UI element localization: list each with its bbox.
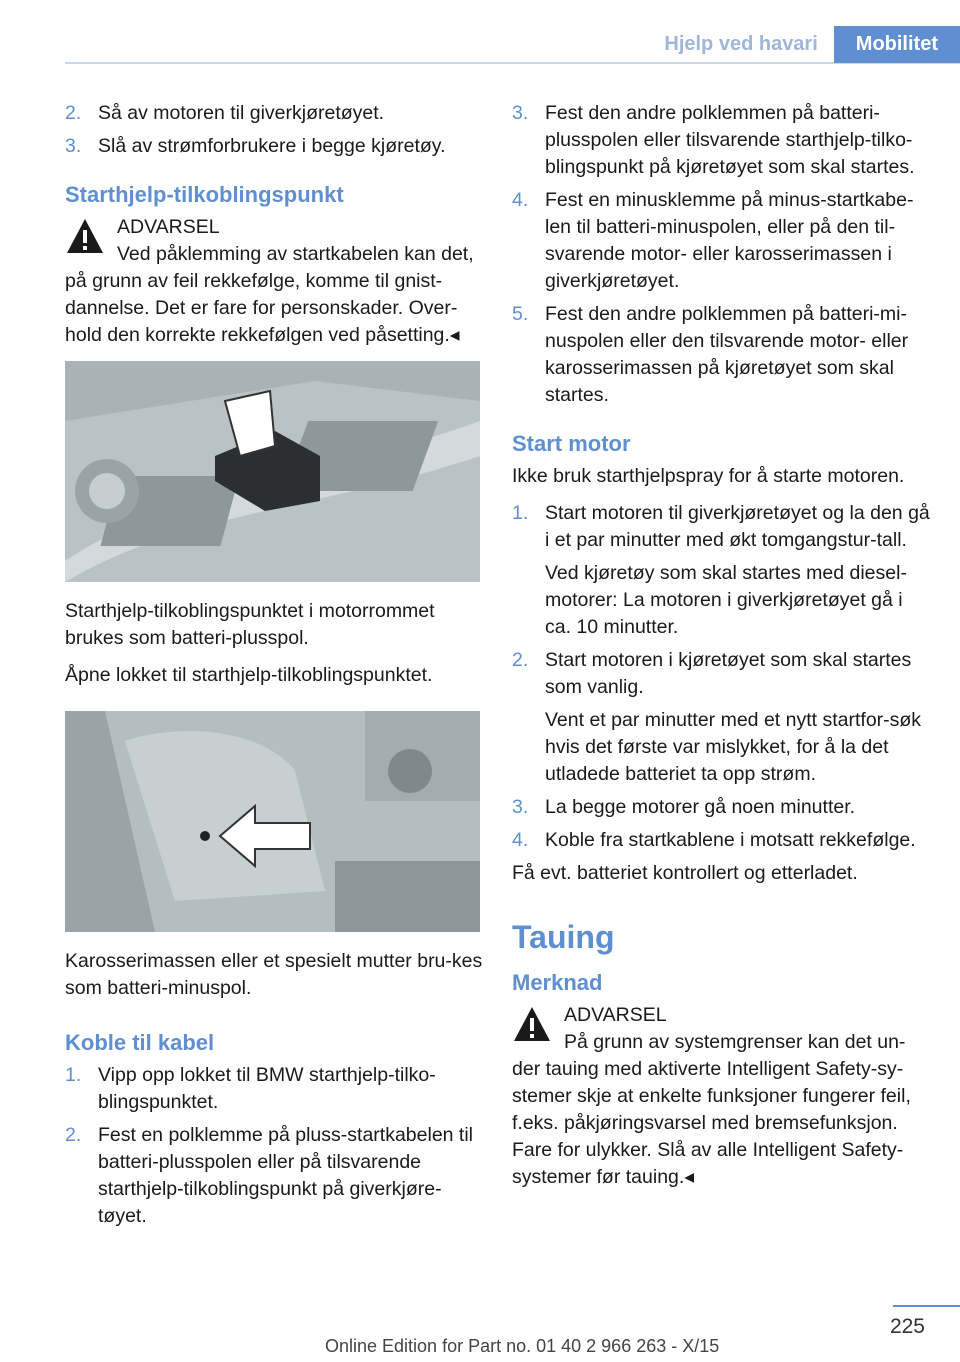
- engine-photo-connection-point: [65, 361, 480, 582]
- page-header: [648, 26, 960, 63]
- list-sub-paragraph: Vent et par minutter med et nytt startfor-søk hvis det første var mislykket, for å la det utladede batteriet ta opp strøm.: [545, 709, 922, 785]
- list-item: 1. Vipp opp lokket til BMW starthjelp-tilko-blingspunktet.: [65, 1064, 436, 1113]
- section-tab: Hjelp ved havari: [664, 33, 818, 55]
- page-number: 225: [889, 1315, 925, 1338]
- list-item: 3. Fest den andre polklemmen på batteri-plusspolen eller tilsvarende starthjelp-tilko-blingspunkt på kjøretøyet som skal startes.: [512, 102, 915, 178]
- warning-text: På grunn av systemgrenser kan det un-der tauing med aktiverte Intelligent Safety-sy-stemer skje at enkelte funksjoner fungerer feil, f.eks. påkjøringsvarsel med bremsefunksjon. Fare for ulykker. Slå av alle Intelligent Safety-systemer før tauing.◂: [512, 1031, 911, 1188]
- section-heading: Koble til kabel: [65, 1030, 215, 1055]
- paragraph: Ikke bruk starthjelpspray for å starte motoren.: [512, 465, 905, 487]
- list-item: 2. Fest en polklemme på pluss-startkabelen til batteri-plusspolen eller på tilsvarende starthjelp-tilkoblingspunkt på giverkjøre-tøyet.: [65, 1124, 474, 1227]
- warning-title: ADVARSEL: [564, 1004, 667, 1026]
- footer-rule: [893, 1305, 960, 1307]
- warning-block: [512, 1002, 932, 1191]
- engine-photo-ground-point: [65, 711, 480, 932]
- list-item: 2. Så av motoren til giverkjøretøyet.: [65, 102, 385, 124]
- chapter-tab: Mobilitet: [834, 26, 960, 63]
- list-item: 5. Fest den andre polklemmen på batteri-mi-nuspolen eller den tilsvarende motor- eller karosserimassen på kjøretøyet som skal startes.: [512, 303, 909, 406]
- section-heading: Start motor: [512, 431, 631, 456]
- list-item: 3. La begge motorer gå noen minutter.: [512, 796, 856, 818]
- paragraph: Få evt. batteriet kontrollert og etterladet.: [512, 862, 858, 884]
- warning-title: ADVARSEL: [117, 216, 220, 238]
- caption: Starthjelp-tilkoblingspunktet i motorrommet brukes som batteri-plusspol.: [65, 600, 435, 649]
- list-item: 4. Fest en minusklemme på minus-startkabe-len til batteri-minuspolen, eller på den til-svarende motor- eller karosserimassen i giverkjøretøyet.: [512, 189, 914, 292]
- warning-text: Ved påklemming av startkabelen kan det, på grunn av feil rekkefølge, komme til gnist-dannelse. Det er fare for personskader. Over-hold den korrekte rekkefølgen ved påsetting.◂: [65, 243, 474, 346]
- warning-block: [65, 214, 485, 349]
- caption: Karosserimassen eller et spesielt mutter bru-kes som batteri-minuspol.: [65, 950, 483, 999]
- chapter-title: Tauing: [512, 919, 615, 955]
- list-item: 4. Koble fra startkablene i motsatt rekkefølge.: [512, 829, 916, 851]
- edition-line: Online Edition for Part no. 01 40 2 966 263 - X/15: [325, 1336, 720, 1356]
- left-column: [65, 100, 485, 1236]
- warning-triangle-icon: [512, 1004, 552, 1044]
- right-column: [512, 100, 932, 1201]
- list-item: 3. Slå av strømforbrukere i begge kjøretøy.: [65, 135, 446, 157]
- section-heading: Merknad: [512, 970, 603, 995]
- list-item: 2. Start motoren i kjøretøyet som skal startes som vanlig. Vent et par minutter med et nytt startfor-søk hvis det første var mislykket, for å la det utladede batteriet ta opp strøm.: [512, 647, 932, 788]
- warning-triangle-icon: [65, 216, 105, 256]
- section-heading: Starthjelp-tilkoblingspunkt: [65, 182, 344, 207]
- list-item: 1. Start motoren til giverkjøretøyet og la den gå i et par minutter med økt tomgangstur-tall. Ved kjøretøy som skal startes med diesel-motorer: La motoren i giverkjøretøyet gå i ca. 10 minutter.: [512, 500, 932, 641]
- list-sub-paragraph: Ved kjøretøy som skal startes med diesel-motorer: La motoren i giverkjøretøyet gå i ca. 10 minutter.: [545, 562, 907, 638]
- paragraph: Åpne lokket til starthjelp-tilkoblingspunktet.: [65, 664, 433, 686]
